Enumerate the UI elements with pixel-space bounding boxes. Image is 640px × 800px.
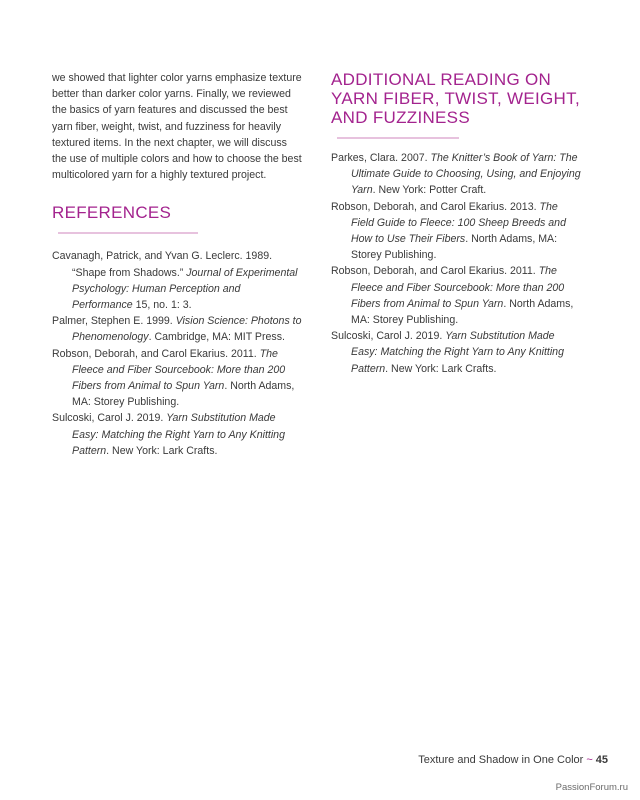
chapter-title: Texture and Shadow in One Color <box>418 754 584 766</box>
reading-title: The Field Guide to Fleece: 100 Sheep Breeds and How to Use Their Fibers <box>351 200 566 246</box>
heading-line: YARN FIBER, TWIST, WEIGHT, <box>331 89 580 108</box>
reading-item: Robson, Deborah, and Carol Ekarius. 2011. The Fleece and Fiber Sourcebook: More than 200 Fibers from Animal to Spun Yarn. North Adams, MA: Storey Publishing. <box>331 265 574 327</box>
reading-item: Sulcoski, Carol J. 2019. Yarn Substitution Made Easy: Matching the Right Yarn to Any Knitting Pattern. New York: Lark Crafts. <box>331 330 564 375</box>
heading-line: ADDITIONAL READING ON <box>331 70 552 89</box>
reading-title: The Fleece and Fiber Sourcebook: More than 200 Fibers from Animal to Spun Yarn <box>351 265 565 310</box>
references-list <box>52 248 302 459</box>
additional-reading-heading <box>331 70 581 146</box>
reference-title: Journal of Experimental Psychology: Human Perception and Performance <box>72 266 298 312</box>
references-heading <box>52 203 302 241</box>
page-number: 45 <box>595 754 608 766</box>
additional-reading-list <box>331 150 581 377</box>
reference-item: Cavanagh, Patrick, and Yvan G. Leclerc. 1989. “Shape from Shadows.” Journal of Experimental Psychology: Human Perception and Performance 15, no. 1: 3. <box>52 250 298 312</box>
heading-line: AND FUZZINESS <box>331 108 470 127</box>
heading-rule <box>337 137 459 139</box>
reading-item: Robson, Deborah, and Carol Ekarius. 2013. The Field Guide to Fleece: 100 Sheep Breeds and How to Use Their Fibers. North Adams, MA: Storey Publishing. <box>331 200 566 262</box>
reading-title: The Knitter’s Book of Yarn: The Ultimate Guide to Choosing, Using, and Enjoying Yarn <box>351 152 581 197</box>
reference-item: Sulcoski, Carol J. 2019. Yarn Substitution Made Easy: Matching the Right Yarn to Any Knitting Pattern. New York: Lark Crafts. <box>52 412 285 457</box>
right-column <box>331 70 581 377</box>
intro-paragraph: we showed that lighter color yarns emphasize texture better than darker color yarns. Finally, we reviewed the basics of yarn features and discussed the best yarn fiber, weight, twist, and fuzziness for heavily textured items. In the next chapter, we will discuss the use of multiple colors and how to choose the best multicolored yarn for a highly textured project. <box>52 72 302 182</box>
reference-item: Robson, Deborah, and Carol Ekarius. 2011. The Fleece and Fiber Sourcebook: More than 200 Fibers from Animal to Spun Yarn. North Adams, MA: Storey Publishing. <box>52 347 295 409</box>
reference-title: Vision Science: Photons to Phenomenology <box>72 315 302 344</box>
watermark: PassionForum.ru <box>555 782 628 793</box>
heading-rule <box>58 232 198 234</box>
reference-title: The Fleece and Fiber Sourcebook: More than 200 Fibers from Animal to Spun Yarn <box>72 347 286 393</box>
references-heading-text: REFERENCES <box>52 203 172 223</box>
page-footer <box>418 754 608 766</box>
reading-title: Yarn Substitution Made Easy: Matching the Right Yarn to Any Knitting Pattern <box>351 330 564 375</box>
reference-title: Yarn Substitution Made Easy: Matching the Right Yarn to Any Knitting Pattern <box>72 412 285 457</box>
reference-item: Palmer, Stephen E. 1999. Vision Science: Photons to Phenomenology. Cambridge, MA: MIT Press. <box>52 315 302 344</box>
reading-item: Parkes, Clara. 2007. The Knitter’s Book of Yarn: The Ultimate Guide to Choosing, Using, and Enjoying Yarn. New York: Potter Craft. <box>331 152 581 197</box>
tilde-separator: ~ <box>586 754 593 766</box>
left-column <box>52 70 302 459</box>
